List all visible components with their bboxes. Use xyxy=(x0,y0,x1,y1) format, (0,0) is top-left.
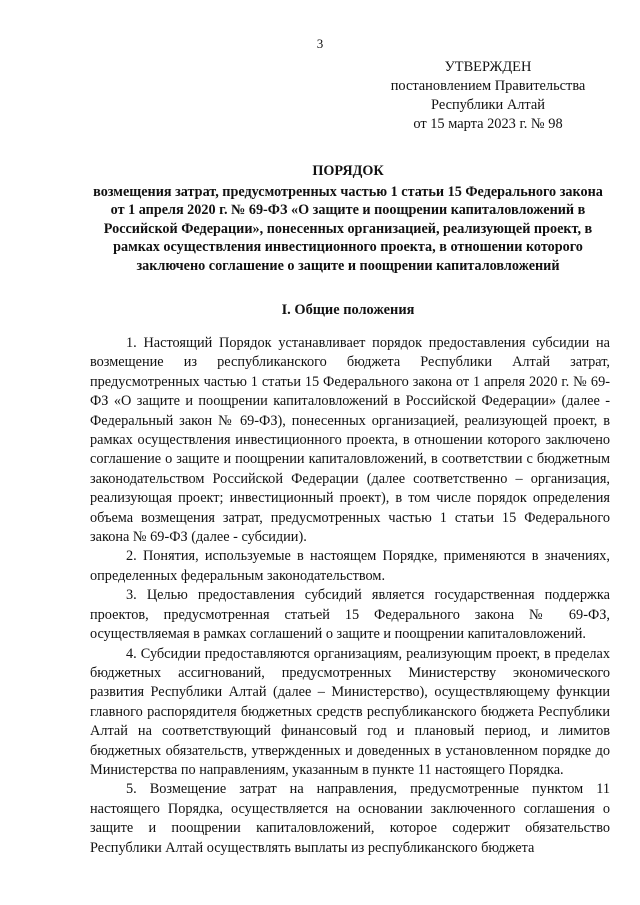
document-title xyxy=(88,162,608,275)
paragraph-2: 2. Понятия, используемые в настоящем Порядке, применяются в значениях, определенных федеральным законодательством. xyxy=(90,548,610,584)
title-heading: ПОРЯДОК xyxy=(312,163,384,179)
page-number: 3 xyxy=(316,36,324,51)
title-subtitle: возмещения затрат, предусмотренных частью 1 статьи 15 Федерального закона от 1 апреля 2020 г. № 69-ФЗ «О защите и поощрении капиталовложений в Российской Федерации», понесенных организацией, реализующей проект, в рамках осуществления инвестиционного проекта, в отношении которого заключено соглашение о защите и поощрении капиталовложений xyxy=(93,183,603,274)
approval-stamp xyxy=(360,58,616,134)
paragraph-3: 3. Целью предоставления субсидий является государственная поддержка проектов, предусмотренная статьей 15 Федерального закона № 69-ФЗ, осуществляемая в рамках соглашений о защите и поощрении капиталовложений. xyxy=(90,587,610,643)
approval-line-decree: постановлением Правительства xyxy=(390,78,586,94)
approval-line-date: от 15 марта 2023 г. № 98 xyxy=(413,116,563,132)
paragraph-4: 4. Субсидии предоставляются организациям, реализующим проект, в пределах бюджетных ассигнований, предусмотренных Министерству экономического развития Республики Алтай (далее – Министерство), осуществляющему функции главного распорядителя бюджетных средств республиканского бюджета Республики Алтай на соответствующий финансовый год и плановый период, и лимитов бюджетных обязательств, утвержденных и доведенных в установленном порядке до Министерства по направлениям, указанным в пункте 11 настоящего Порядка. xyxy=(90,645,610,778)
approval-heading: УТВЕРЖДЕН xyxy=(444,59,532,75)
paragraph-5: 5. Возмещение затрат на направления, предусмотренные пунктом 11 настоящего Порядка, осуществляется на основании заключенного соглашения о защите и поощрении капиталовложений, которое содержит обязательство Республики Алтай осуществлять выплаты из республиканского бюджета xyxy=(90,781,610,856)
section-heading: I. Общие положения xyxy=(281,302,415,318)
approval-line-region: Республики Алтай xyxy=(431,97,545,113)
paragraph-1: 1. Настоящий Порядок устанавливает порядок предоставления субсидии на возмещение из республиканского бюджета Республики Алтай затрат, предусмотренных частью 1 статьи 15 Федерального закона от 1 апреля 2020 г. № 69-ФЗ «О защите и поощрении капиталовложений в Российской Федерации» (далее - Федеральный закон № 69-ФЗ), понесенных организацией, реализующей проект, в рамках осуществления инвестиционного проекта, в отношении которого заключено соглашение о защите и поощрении капиталовложений, в соответствии с бюджетным законодательством Российской Федерации (далее соответственно – организация, реализующая проект; инвестиционный проект), в том числе порядок определения объема возмещения затрат, предусмотренных частью 1 статьи 15 Федерального закона № 69-ФЗ (далее - субсидии). xyxy=(90,335,610,546)
document-body xyxy=(90,334,610,858)
